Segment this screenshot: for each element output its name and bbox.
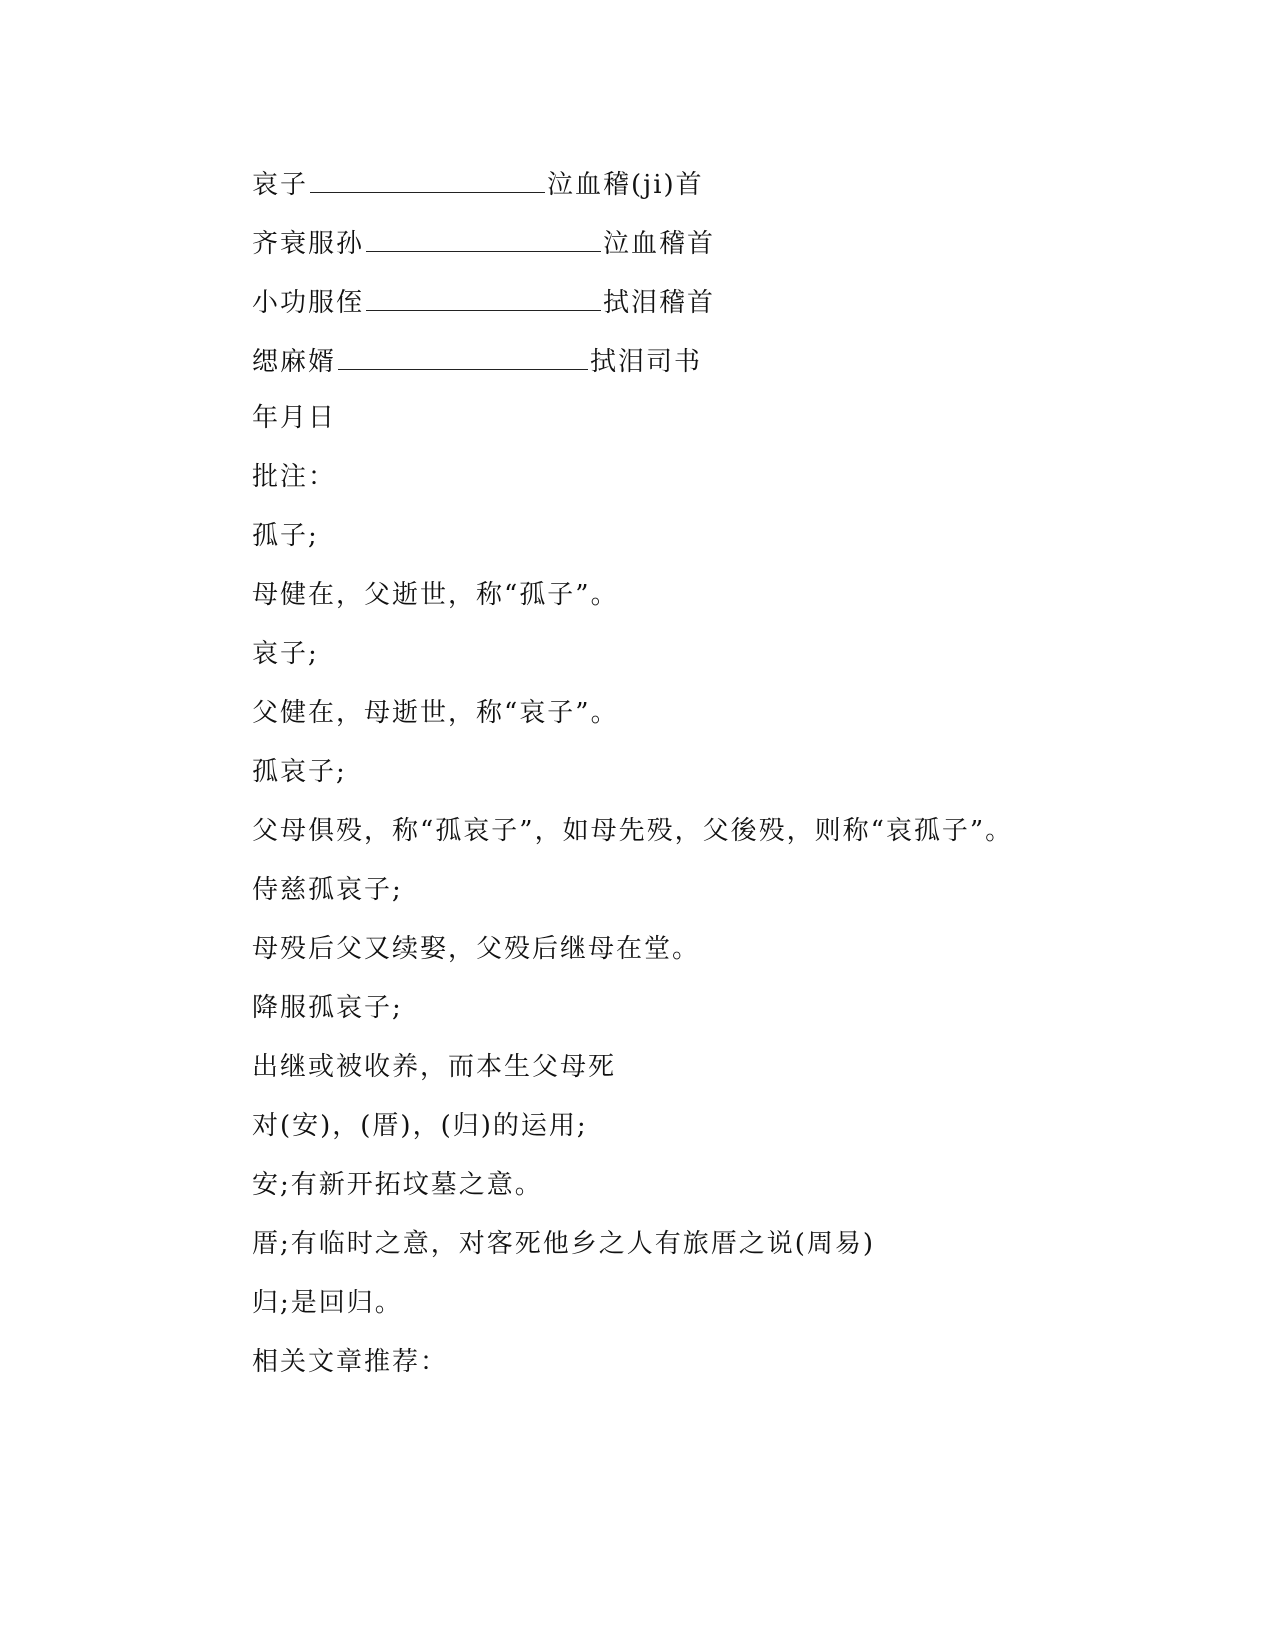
signature-prefix: 小功服侄 [252, 288, 365, 318]
fill-in-blank [366, 221, 601, 252]
signature-prefix: 齐衰服孙 [252, 229, 365, 259]
notes-heading: 批注： [252, 462, 337, 492]
signature-prefix: 哀子 [252, 170, 309, 200]
date-line: 年月日 [252, 403, 337, 433]
note-paragraph: 安;有新开拓坟墓之意。 [252, 1170, 543, 1200]
signature-line-1 [252, 162, 1152, 221]
signature-prefix: 缌麻婿 [252, 347, 337, 377]
note-paragraph: 归;是回归。 [252, 1288, 403, 1318]
note-paragraph: 降服孤哀子; [252, 993, 403, 1023]
note-paragraph: 厝;有临时之意，对客死他乡之人有旅厝之说(周易) [252, 1229, 876, 1259]
related-articles-heading: 相关文章推荐： [252, 1347, 449, 1377]
signature-suffix: 拭泪司书 [590, 347, 703, 377]
note-paragraph: 父母俱殁，称“孤哀子”，如母先殁，父後殁，则称“哀孤子”。 [252, 816, 1014, 846]
note-paragraph: 母殁后父又续娶，父殁后继母在堂。 [252, 934, 701, 964]
note-paragraph: 侍慈孤哀子; [252, 875, 403, 905]
note-paragraph: 母健在，父逝世，称“孤子”。 [252, 580, 619, 610]
fill-in-blank [366, 280, 601, 311]
note-paragraph: 出继或被收养，而本生父母死 [252, 1052, 617, 1082]
fill-in-blank [338, 339, 588, 370]
signature-suffix: 拭泪稽首 [603, 288, 716, 318]
signature-suffix: 泣血稽首 [603, 229, 716, 259]
note-paragraph: 对(安)，(厝)，(归)的运用; [252, 1111, 588, 1141]
signature-line-2 [252, 221, 1152, 280]
fill-in-blank [310, 162, 545, 193]
note-paragraph: 哀子; [252, 639, 319, 669]
note-paragraph: 父健在，母逝世，称“哀子”。 [252, 698, 619, 728]
note-paragraph: 孤子; [252, 521, 319, 551]
signature-line-4 [252, 339, 1152, 398]
signature-line-3 [252, 280, 1152, 339]
note-paragraph: 孤哀子; [252, 757, 347, 787]
signature-suffix: 泣血稽(ji)首 [547, 170, 704, 200]
document-body [252, 162, 1152, 1401]
